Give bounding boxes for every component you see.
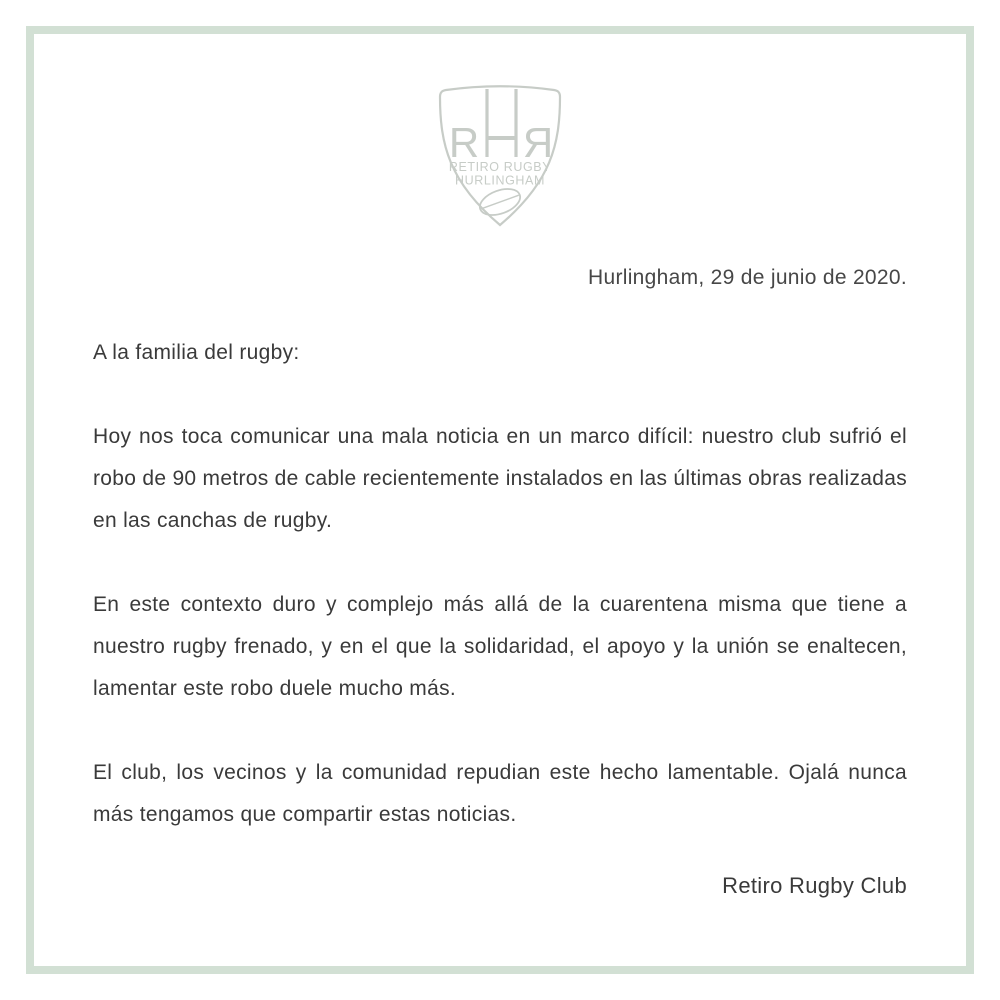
rugby-ball-icon (476, 184, 523, 220)
monogram-letter-r: R (448, 119, 480, 166)
club-name-line1: RETIRO RUGBY (448, 160, 552, 174)
monogram-letter-r-reversed: Я (522, 119, 554, 166)
signature: Retiro Rugby Club (722, 873, 907, 898)
greeting: A la familia del rugby: (93, 341, 300, 364)
paragraph-1: Hoy nos toca comunicar una mala noticia en un marco difícil: nuestro club sufrió el robo de 90 metros de cable recientemente instalados en las últimas obras realizadas en las canchas de rugby. (93, 425, 908, 532)
club-name-line2: HURLINGHAM (454, 173, 546, 188)
paragraph-2: En este contexto duro y complejo más allá de la cuarentena misma que tiene a nuestro rugby frenado, y en el que la solidaridad, el apoyo y la unión se enaltecen, lamentar este robo duele mucho más. (93, 593, 907, 700)
date-line: Hurlingham, 29 de junio de 2020. (588, 266, 907, 289)
letter-content (34, 34, 966, 966)
club-crest-icon (430, 80, 570, 228)
paragraph-3: El club, los vecinos y la comunidad repudian este hecho lamentable. Ojalá nunca más tengamos que compartir estas noticias. (93, 761, 907, 826)
decorative-border (26, 26, 974, 974)
club-logo (93, 80, 907, 228)
